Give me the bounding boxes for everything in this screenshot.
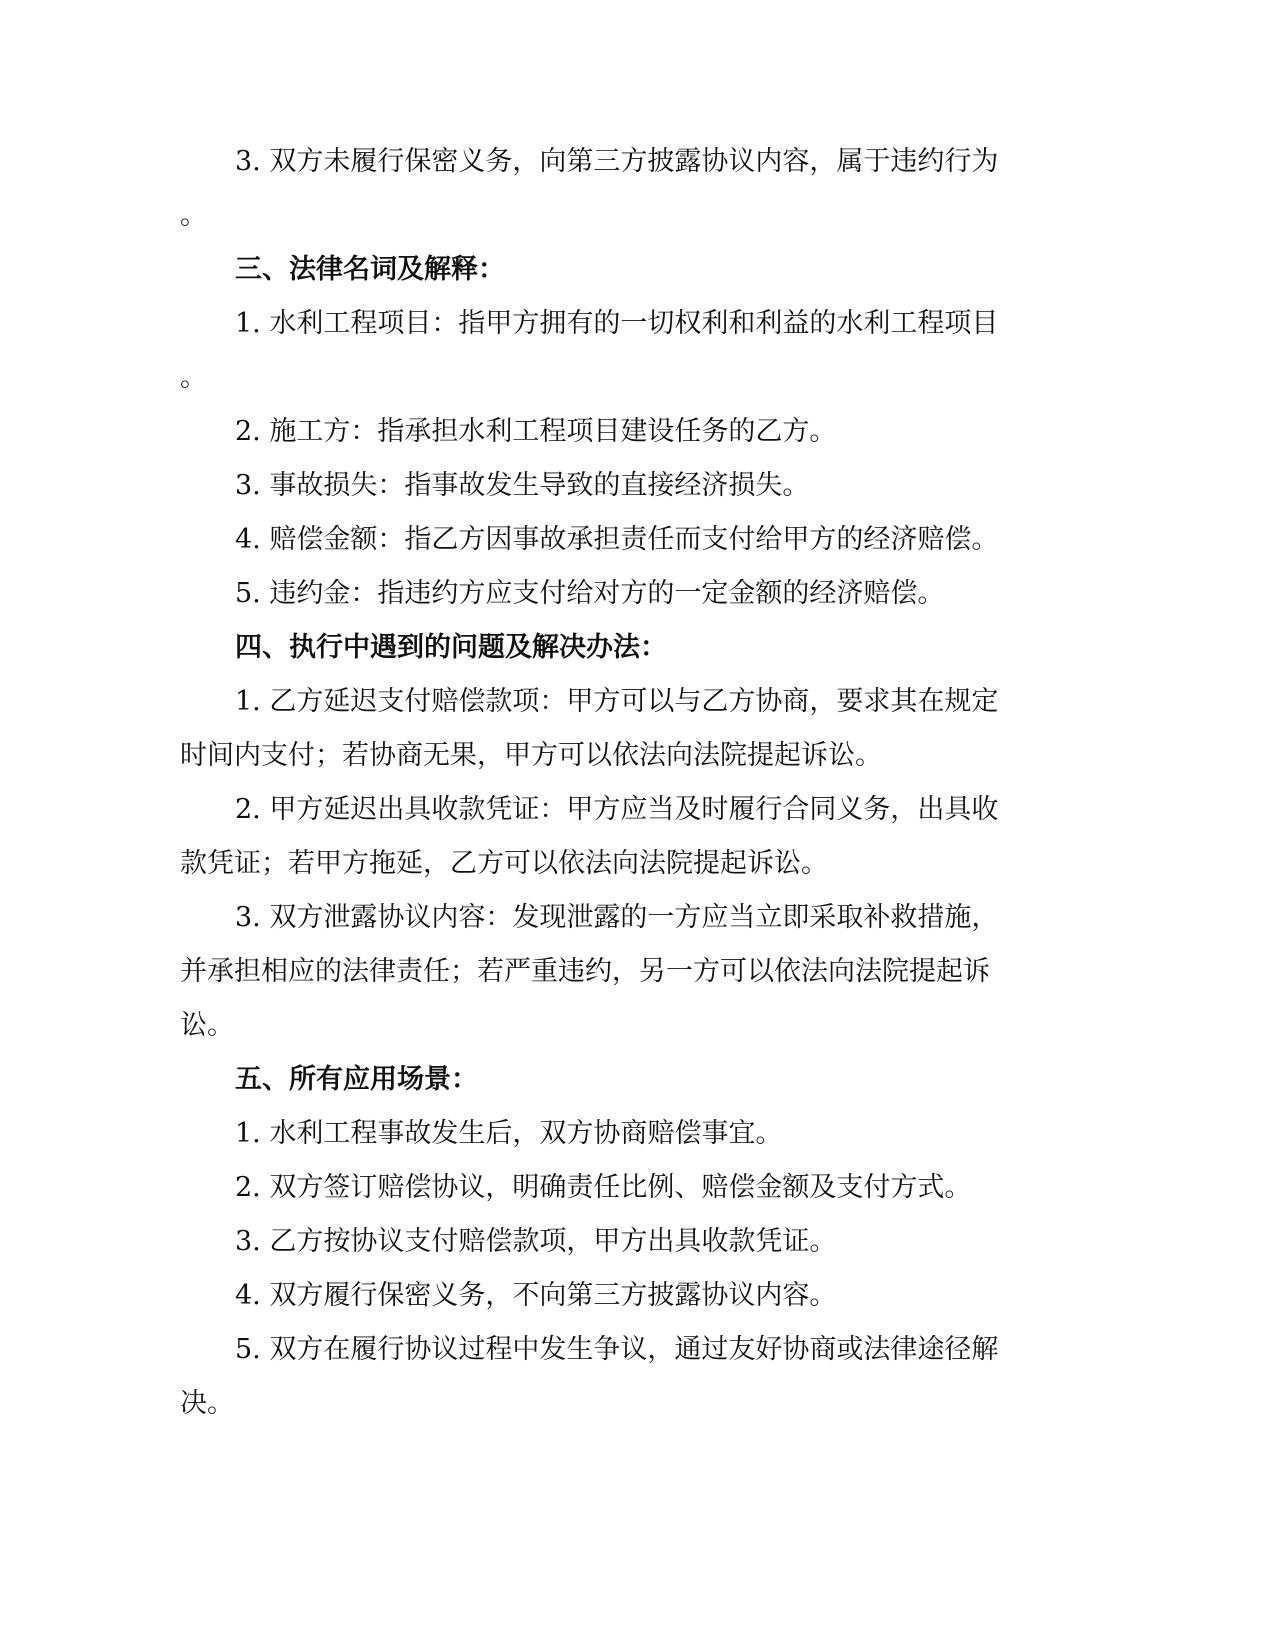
paragraph-line: 4. 双方履行保密义务，不向第三方披露协议内容。 [235, 1280, 837, 1311]
paragraph-line: 1. 水利工程事故发生后，双方协商赔偿事宜。 [235, 1118, 783, 1149]
heading-text: 五、所有应用场景： [235, 1064, 478, 1095]
paragraph-line: 时间内支付；若协商无果，甲方可以依法向法院提起诉讼。 [180, 740, 882, 771]
heading-text: 三、法律名词及解释： [235, 254, 505, 285]
paragraph-line: 讼。 [180, 1010, 234, 1041]
paragraph-line: 3. 双方泄露协议内容：发现泄露的一方应当立即采取补救措施， [235, 902, 999, 933]
paragraph-line: 2. 施工方：指承担水利工程项目建设任务的乙方。 [235, 416, 837, 447]
paragraph-line: 。 [180, 362, 207, 393]
paragraph-line: 5. 双方在履行协议过程中发生争议，通过友好协商或法律途径解 [235, 1334, 999, 1365]
paragraph-line: 2. 双方签订赔偿协议，明确责任比例、赔偿金额及支付方式。 [235, 1172, 972, 1203]
heading-text: 四、执行中遇到的问题及解决办法： [235, 632, 667, 663]
paragraph-line: 3. 双方未履行保密义务，向第三方披露协议内容，属于违约行为 [235, 146, 999, 177]
paragraph-line: 决。 [180, 1388, 234, 1419]
paragraph-line: 3. 乙方按协议支付赔偿款项，甲方出具收款凭证。 [235, 1226, 837, 1257]
paragraph-line: 并承担相应的法律责任；若严重违约，另一方可以依法向法院提起诉 [180, 956, 990, 987]
paragraph-line: 2. 甲方延迟出具收款凭证：甲方应当及时履行合同义务，出具收 [235, 794, 999, 825]
paragraph-line: 3. 事故损失：指事故发生导致的直接经济损失。 [235, 470, 810, 501]
paragraph-line: 4. 赔偿金额：指乙方因事故承担责任而支付给甲方的经济赔偿。 [235, 524, 999, 555]
paragraph-line: 1. 乙方延迟支付赔偿款项：甲方可以与乙方协商，要求其在规定 [235, 686, 999, 717]
paragraph-line: 1. 水利工程项目：指甲方拥有的一切权利和利益的水利工程项目 [235, 308, 999, 339]
paragraph-line: 款凭证；若甲方拖延，乙方可以依法向法院提起诉讼。 [180, 848, 828, 879]
paragraph-line: 。 [180, 200, 207, 231]
paragraph-line: 5. 违约金：指违约方应支付给对方的一定金额的经济赔偿。 [235, 578, 945, 609]
